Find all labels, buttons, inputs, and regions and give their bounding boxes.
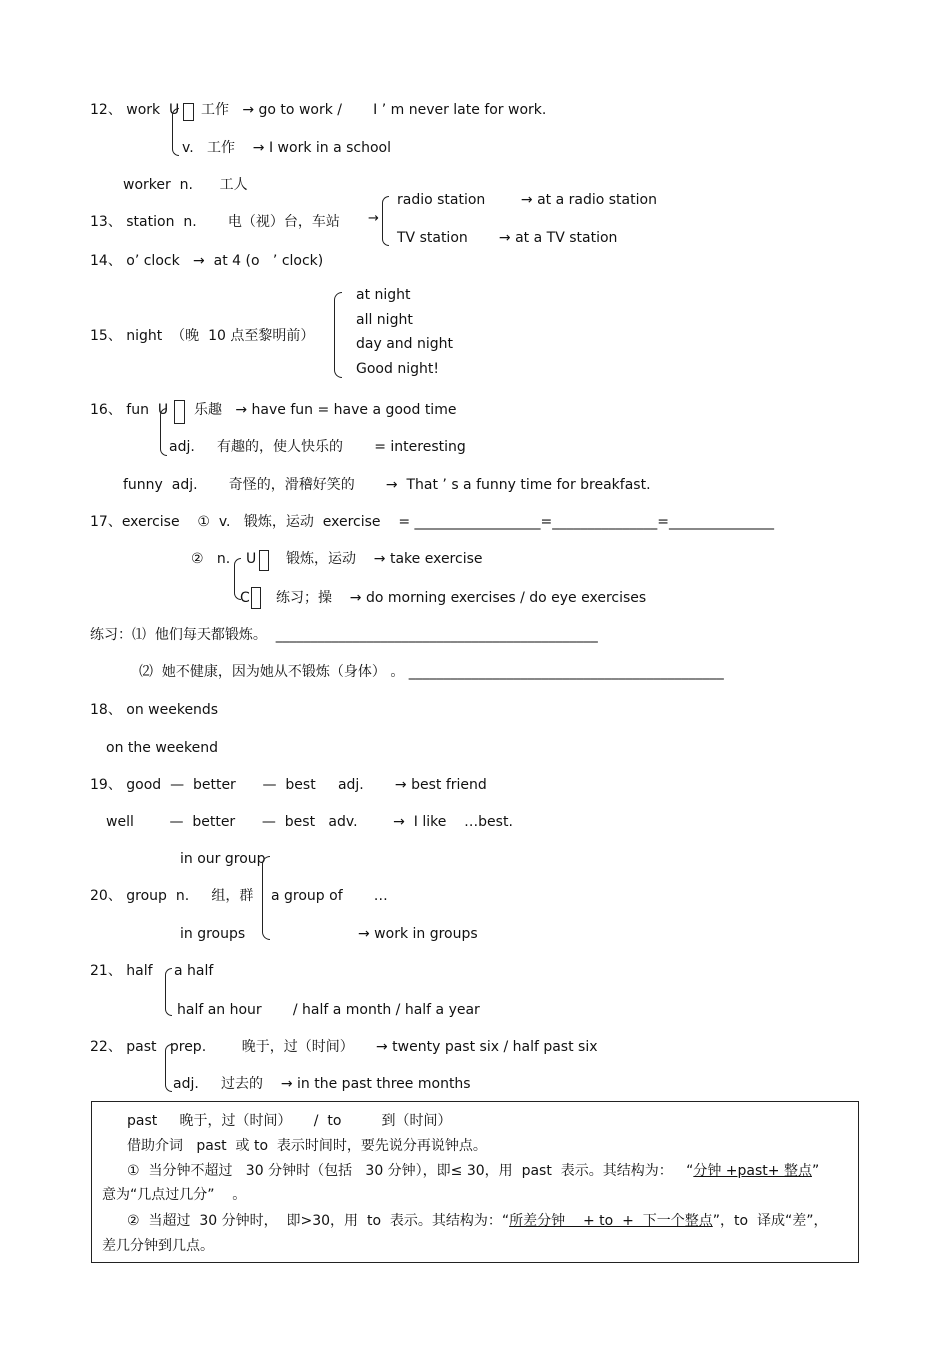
item-22-past: 22、 past prep. 晚于，过（时间） → twenty past six / half past six [90,1039,598,1055]
brace-icon [382,196,389,246]
item-21-opt-2: half an hour / half a month / half a year [177,1002,480,1018]
practice-1: 练习：⑴ 他们每天都锻炼。 ______________________________________________ [90,627,598,643]
item-15-opt-3: day and night [356,336,454,352]
item-13-tv: TV station → at a TV station [397,230,618,246]
item-17-exercise: 17、exercise ① v. 锻炼，运动 exercise = __________________=_______________=_______________ [90,514,774,530]
brace-icon [262,856,270,940]
item-15-opt-1: at night [356,287,411,303]
box-glyph-icon [259,550,269,571]
item-22-adj: adj. 过去的 → in the past three months [173,1076,471,1092]
brace-icon [160,408,167,456]
item-16-meaning-2: adj. 有趣的，使人快乐的 = interesting [169,439,466,455]
item-14-oclock: 14、 o’ clock → at 4 (o ’ clock) [90,253,324,269]
item-17-noun: ② n. [191,551,231,567]
item-18-weekends: 18、 on weekends [90,702,219,718]
item-21-opt-1: a half [174,963,214,979]
item-17-uncountable: U [246,551,257,567]
box-glyph-icon [251,587,261,609]
item-13-station: 13、 station n. 电（视）台，车站 [90,214,340,230]
item-15-opt-4: Good night! [356,361,439,377]
item-17-meaning-c: 练习；操 → do morning exercises / do eye exercises [276,590,647,606]
arrow-icon: → [368,211,379,226]
note-line-2: 借助介词 past 或 to 表示时间时，要先说分再说钟点。 [127,1138,487,1154]
item-15-night: 15、 night （晚 10 点至黎明前） [90,328,315,344]
item-20-group: 20、 group n. 组，群 [90,888,254,904]
item-16-fun: 16、 fun U [90,402,169,418]
brace-icon [334,292,342,378]
note-line-5: ② 当超过 30 分钟时， 即>30，用 to 表示。其结构为：“所差分钟 + to + 下一个整点”，to 译成“差”， [127,1213,828,1229]
item-20-opt-1: in our group [180,851,266,867]
note-line-4: 意为“几点过几分” 。 [102,1187,247,1203]
item-20-example: → work in groups [358,926,478,942]
item-13-radio: radio station → at a radio station [397,192,657,208]
box-glyph-icon [183,103,194,121]
practice-2: ⑵ 她不健康，因为她从不锻炼（身体） 。 _____________________________________________ [139,664,724,680]
item-17-meaning-u: 锻炼，运动 → take exercise [286,551,483,567]
item-12-meaning-1: 工作 → go to work / I ’ m never late for work. [201,102,547,118]
item-19-well: well — better — best adv. → I like …best. [106,814,513,830]
item-12-meaning-2: v. 工作 → I work in a school [182,140,392,156]
note-line-6: 差几分钟到几点。 [102,1238,214,1254]
item-19-good: 19、 good — better — best adj. → best friend [90,777,487,793]
item-18-weekend: on the weekend [106,740,218,756]
note-line-1: past 晚于，过（时间） / to 到（时间） [127,1113,452,1129]
box-glyph-icon [174,400,185,424]
item-20-opt-2: a group of … [271,888,388,904]
item-16-funny: funny adj. 奇怪的，滑稽好笑的 → That ’ s a funny time for breakfast. [123,477,651,493]
item-21-half: 21、 half [90,963,153,979]
note-line-3: ① 当分钟不超过 30 分钟时（包括 30 分钟），即≤ 30，用 past 表示。其结构为： “分钟 +past+ 整点” [127,1163,820,1179]
item-16-meaning-1: 乐趣 → have fun = have a good time [194,402,457,418]
brace-icon [165,968,172,1016]
brace-icon [172,108,179,156]
item-12-work: 12、 work U [90,102,180,118]
item-20-opt-3: in groups [180,926,246,942]
item-15-opt-2: all night [356,312,413,328]
item-12-worker: worker n. 工人 [123,177,248,193]
item-17-countable: C [240,590,250,606]
brace-icon [165,1044,172,1092]
